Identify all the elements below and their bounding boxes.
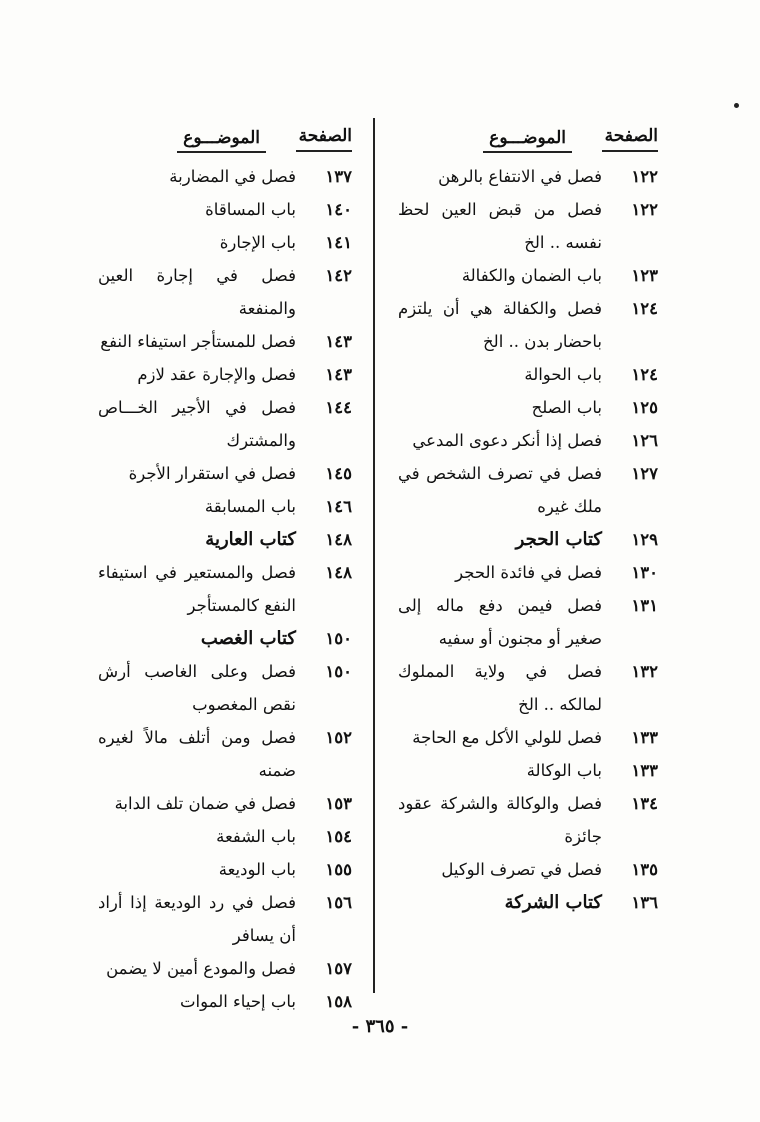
entry-topic: فصل وعلى الغاصب أرش نقص المغصوب: [98, 662, 296, 714]
entry-topic: فصل في المضاربة: [169, 167, 296, 186]
entry-page-number: ١٢٩: [631, 530, 658, 549]
column-header: [398, 112, 658, 152]
entry-page-number: ١٢٧: [631, 464, 658, 483]
entry-topic: باب الشفعة: [216, 827, 296, 846]
entry-page-number: ١٤٠: [325, 200, 352, 219]
entry-page-number: ١٤٤: [325, 398, 352, 417]
index-entry: [398, 391, 658, 424]
entry-page-number: ١٣٤: [631, 794, 658, 813]
entry-page-number: ١٤٦: [325, 497, 352, 516]
topic-header: [398, 128, 602, 152]
index-entry: [398, 292, 658, 358]
index-entry: [398, 589, 658, 655]
index-entry: [98, 391, 352, 457]
entry-page-number: ١٥٢: [325, 728, 352, 747]
index-column-left: [98, 112, 352, 1018]
index-entry: [398, 523, 658, 556]
entry-topic: باب الصلح: [531, 398, 602, 417]
entry-page-number: ١٣٧: [325, 167, 352, 186]
page-header-label: الصفحة: [296, 126, 352, 152]
entry-topic: كتاب الشركة: [504, 892, 602, 913]
page-number: - ٣٦٥ -: [351, 1016, 409, 1037]
entry-topic: فصل في فائدة الحجر: [455, 563, 602, 582]
entry-page-number: ١٤٢: [325, 266, 352, 285]
entry-page-number: ١٣٠: [631, 563, 658, 582]
index-entry: [98, 655, 352, 721]
entry-topic: فصل للولي الأكل مع الحاجة: [412, 728, 602, 747]
index-entry: [98, 490, 352, 523]
entry-topic: فصل في إجارة العين والمنفعة: [98, 266, 296, 318]
entry-topic: فصل إذا أنكر دعوى المدعي: [412, 431, 602, 450]
entry-page-number: ١٥٦: [325, 893, 352, 912]
entry-page-number: ١٢٢: [631, 167, 658, 186]
entry-topic: باب الحوالة: [524, 365, 602, 384]
entry-page-number: ١٥٥: [325, 860, 352, 879]
entry-page-number: ١٢٢: [631, 200, 658, 219]
entry-list: [98, 160, 352, 1018]
entry-page-number: ١٤٣: [325, 365, 352, 384]
entry-topic: فصل في ولاية المملوك لمالكه .. الخ: [398, 662, 602, 714]
entry-topic: فصل ومن أتلف مالاً لغيره ضمنه: [98, 728, 296, 780]
index-column-right: [398, 112, 658, 919]
index-entry: [98, 358, 352, 391]
entry-topic: باب إحياء الموات: [180, 992, 296, 1011]
entry-topic: فصل والكفالة هي أن يلتزم باحضار بدن .. الخ: [398, 299, 602, 351]
index-entry: [98, 523, 352, 556]
entry-topic: باب الإجارة: [219, 233, 296, 252]
entry-page-number: ١٥٨: [325, 992, 352, 1011]
entry-topic: باب الوديعة: [218, 860, 296, 879]
entry-page-number: ١٢٥: [631, 398, 658, 417]
entry-topic: كتاب العارية: [205, 529, 296, 550]
entry-topic: فصل في الانتفاع بالرهن: [438, 167, 602, 186]
entry-page-number: ١٣٣: [631, 761, 658, 780]
entry-topic: فصل في استقرار الأجرة: [128, 464, 296, 483]
entry-page-number: ١٢٤: [631, 299, 658, 318]
entry-page-number: ١٤١: [325, 233, 352, 252]
entry-page-number: ١٤٣: [325, 332, 352, 351]
column-divider: [373, 118, 375, 993]
entry-topic: فصل في الأجير الخـــاص والمشترك: [98, 398, 296, 450]
index-entry: [398, 754, 658, 787]
page-mark: [734, 103, 739, 108]
index-entry: [398, 787, 658, 853]
index-entry: [398, 853, 658, 886]
index-entry: [398, 358, 658, 391]
entry-page-number: ١٥٤: [325, 827, 352, 846]
index-entry: [98, 160, 352, 193]
entry-page-number: ١٥٧: [325, 959, 352, 978]
entry-topic: فصل في رد الوديعة إذا أراد أن يسافر: [98, 893, 296, 945]
index-entry: [98, 622, 352, 655]
index-entry: [98, 787, 352, 820]
entry-page-number: ١٢٦: [631, 431, 658, 450]
entry-topic: فصل والمودع أمين لا يضمن: [106, 959, 296, 978]
index-entry: [398, 556, 658, 589]
entry-topic: فصل في تصرف الشخص في ملك غيره: [398, 464, 602, 516]
entry-topic: باب الضمان والكفالة: [461, 266, 602, 285]
entry-topic: فصل والإجارة عقد لازم: [137, 365, 296, 384]
index-entry: [398, 655, 658, 721]
index-entry: [98, 721, 352, 787]
entry-topic: فصل فيمن دفع ماله إلى صغير أو مجنون أو سفيه: [398, 596, 602, 648]
entry-page-number: ١٣٢: [631, 662, 658, 681]
entry-page-number: ١٤٥: [325, 464, 352, 483]
topic-header-label: الموضـــوع: [483, 128, 572, 153]
entry-topic: كتاب الحجر: [515, 529, 602, 550]
index-entry: [98, 325, 352, 358]
index-entry: [398, 424, 658, 457]
topic-header-label: الموضـــوع: [177, 128, 266, 153]
entry-page-number: ١٣٥: [631, 860, 658, 879]
entry-topic: فصل في ضمان تلف الدابة: [114, 794, 296, 813]
page-header-label: الصفحة: [602, 126, 658, 152]
topic-header: [98, 128, 296, 152]
index-entry: [98, 556, 352, 622]
entry-page-number: ١٣٣: [631, 728, 658, 747]
index-entry: [98, 226, 352, 259]
entry-topic: كتاب الغصب: [200, 628, 296, 649]
entry-topic: فصل للمستأجر استيفاء النفع: [100, 332, 296, 351]
index-entry: [398, 193, 658, 259]
index-entry: [98, 457, 352, 490]
entry-page-number: ١٣٦: [631, 893, 658, 912]
index-entry: [98, 820, 352, 853]
entry-list: [398, 160, 658, 919]
entry-page-number: ١٢٣: [631, 266, 658, 285]
index-entry: [398, 886, 658, 919]
column-header: [98, 112, 352, 152]
index-entry: [98, 886, 352, 952]
index-entry: [98, 259, 352, 325]
entry-topic: باب المساقاة: [205, 200, 296, 219]
entry-page-number: ١٢٤: [631, 365, 658, 384]
entry-page-number: ١٥٠: [325, 629, 352, 648]
index-entry: [398, 457, 658, 523]
entry-page-number: ١٣١: [631, 596, 658, 615]
entry-page-number: ١٥٠: [325, 662, 352, 681]
index-entry: [398, 721, 658, 754]
index-entry: [398, 160, 658, 193]
entry-page-number: ١٤٨: [325, 530, 352, 549]
index-entry: [98, 853, 352, 886]
entry-page-number: ١٥٣: [325, 794, 352, 813]
index-entry: [398, 259, 658, 292]
index-entry: [98, 193, 352, 226]
entry-topic: فصل والوكالة والشركة عقود جائزة: [398, 794, 602, 846]
entry-topic: باب الوكالة: [526, 761, 602, 780]
entry-page-number: ١٤٨: [325, 563, 352, 582]
entry-topic: فصل والمستعير في استيفاء النفع كالمستأجر: [98, 563, 296, 615]
index-entry: [98, 952, 352, 985]
entry-topic: باب المسابقة: [204, 497, 296, 516]
entry-topic: فصل في تصرف الوكيل: [441, 860, 602, 879]
index-entry: [98, 985, 352, 1018]
entry-topic: فصل من قبض العين لحظ نفسه .. الخ: [398, 200, 602, 252]
